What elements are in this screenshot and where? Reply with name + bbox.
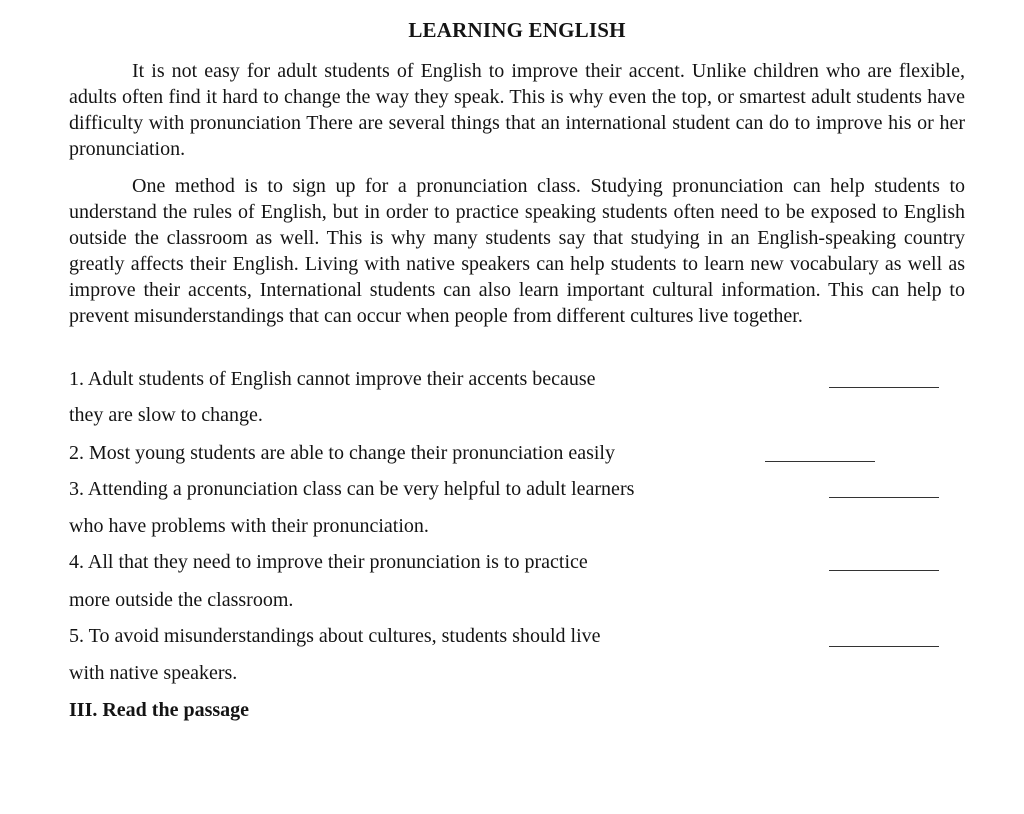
- question-4-line-1: 4. All that they need to improve their pronunciation is to practice: [69, 551, 588, 573]
- question-2-line-1: 2. Most young students are able to change their pronunciation easily: [69, 442, 615, 464]
- question-4-line-2: more outside the classroom.: [69, 589, 294, 611]
- answer-blank-2[interactable]: [765, 461, 875, 462]
- question-1-line-1: 1. Adult students of English cannot improve their accents because: [69, 368, 596, 390]
- answer-blank-4[interactable]: [829, 570, 939, 571]
- question-5-line-1: 5. To avoid misunderstandings about cultures, students should live: [69, 625, 601, 647]
- question-3-line-1: 3. Attending a pronunciation class can be very helpful to adult learners: [69, 478, 635, 500]
- question-3-line-2: who have problems with their pronunciation.: [69, 515, 429, 537]
- question-5-line-2: with native speakers.: [69, 662, 238, 684]
- passage-title: LEARNING ENGLISH: [408, 18, 626, 42]
- section-heading: III. Read the passage: [69, 699, 250, 721]
- paragraph-1: It is not easy for adult students of English to improve their accent. Unlike children who are flexible, adults often find it hard to change the way they speak. This is why even the top, or smartest adult students have difficulty with pronunciation There are several things that an international student can do to improve his or her pronunciation.: [69, 60, 965, 160]
- answer-blank-5[interactable]: [829, 646, 939, 647]
- paragraph-2: One method is to sign up for a pronunciation class. Studying pronunciation can help students to understand the rules of English, but in order to practice speaking students often need to be exposed to English outside the classroom as well. This is why many students say that studying in an English-speaking country greatly affects their English. Living with native speakers can help students to learn new vocabulary as well as improve their accents, International students can also learn important cultural information. This can help to prevent misunderstandings that can occur when people from different cultures live together.: [69, 175, 965, 327]
- answer-blank-3[interactable]: [829, 497, 939, 498]
- answer-blank-1[interactable]: [829, 387, 939, 388]
- question-1-line-2: they are slow to change.: [69, 404, 263, 426]
